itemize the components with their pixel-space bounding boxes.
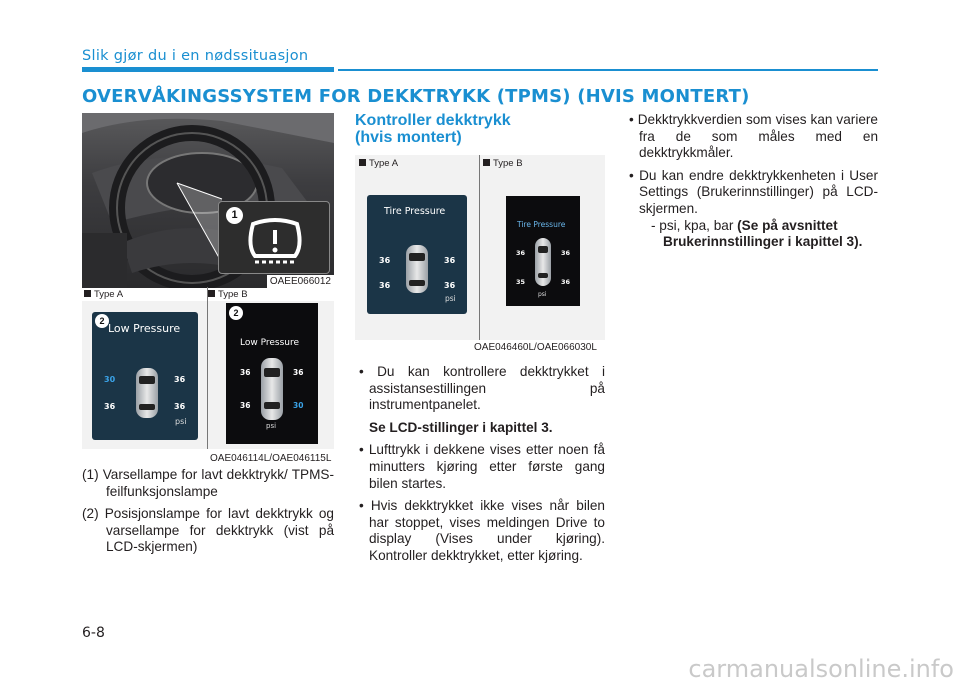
middle-bullet-1-text: Du kan kontrollere dekktrykket i assistansestillingen på instrumentpanelet. — [369, 364, 605, 413]
page-title: OVERVÅKINGSSYSTEM FOR DEKKTRYKK (TPMS) (HVIS MONTERT) — [82, 86, 750, 107]
fig2-type-a-label: Type A — [359, 158, 398, 169]
fig2-a-tire-fr: 36 — [444, 256, 456, 265]
middle-text-column — [355, 364, 605, 571]
page-number: 6-8 — [82, 625, 105, 641]
fig1-a-tire-rl: 36 — [104, 402, 116, 411]
right-bullet-1-text: Dekktrykkverdien som vises kan variere fra de som måles med en dekktrykkmåler. — [637, 112, 878, 161]
right-sub-plain: - psi, kpa, bar — [651, 217, 738, 233]
fig2-a-tire-rr: 36 — [444, 281, 456, 290]
fig1-a-unit: psi — [175, 417, 187, 426]
right-bullet-2: • Du kan endre dekktrykkenheten i User Settings (Brukerinnstillinger) på LCD-skjermen. — [629, 167, 878, 216]
header-rule-thin — [338, 69, 878, 71]
fig1-a-car — [136, 368, 158, 418]
right-sub-bold: (Se på avsnittet Brukerinnstillinger i kapittel 3). — [663, 217, 863, 250]
fig1-code: OAE046114L/OAE046115L — [210, 453, 332, 464]
fig1-a-tire-fr: 36 — [174, 375, 186, 384]
middle-note-1: Se LCD-stillinger i kapittel 3. — [369, 419, 553, 435]
fig2-a-unit: psi — [445, 294, 456, 303]
left-text-column — [82, 467, 334, 562]
header-rule-thick — [82, 67, 334, 72]
right-sub-item — [625, 218, 878, 251]
fig1-type-a-label: Type A — [84, 289, 123, 300]
fig2-type-b-label: Type B — [483, 158, 523, 169]
fig2-b-tire-fr: 36 — [561, 249, 571, 257]
fig1-b-tire-fr: 36 — [293, 368, 304, 377]
fig2-b-tire-rl: 35 — [516, 278, 526, 286]
callout-1: 1 — [226, 207, 243, 224]
fig1-b-tire-fl: 36 — [240, 368, 251, 377]
fig1-b-tire-rr: 30 — [293, 401, 304, 410]
fig1-divider — [207, 287, 208, 449]
fig2-b-unit: psi — [538, 291, 547, 298]
fig2-b-car — [535, 238, 551, 286]
section-header: Slik gjør du i en nødssituasjon — [82, 48, 309, 64]
middle-bullet-2: • Lufttrykk i dekkene vises etter noen få minutters kjøring etter første gang bilen startes. — [359, 442, 605, 491]
callout-2a: 2 — [95, 314, 109, 328]
dashboard-photo — [82, 113, 334, 288]
fig2-b-title: Tire Pressure — [517, 220, 566, 229]
item-1: (1) Varsellampe for lavt dekktrykk/ TPMS-feilfunksjonslampe — [82, 467, 334, 499]
item-2: (2) Posisjonslampe for lavt dekktrykk og varsellampe for dekktrykk (vist på LCD-skjermen) — [82, 506, 334, 555]
middle-bullet-2-text: Lufttrykk i dekkene vises etter noen få minutters kjøring etter første gang bilen startes. — [368, 442, 605, 491]
photo-code: OAEE066012 — [267, 275, 334, 288]
callout-2b: 2 — [229, 306, 243, 320]
right-text-column — [625, 112, 878, 257]
fig2-a-tire-rl: 36 — [379, 281, 391, 290]
fig2-a-title: Tire Pressure — [384, 206, 446, 217]
fig1-b-tire-rl: 36 — [240, 401, 251, 410]
fig2-code: OAE046460L/OAE066030L — [474, 342, 597, 353]
right-bullet-1: • Dekktrykkverdien som vises kan variere fra de som måles med en dekktrykkmåler. — [629, 112, 878, 161]
right-bullet-2-text: Du kan endre dekktrykkenheten i User Settings (Brukerinnstillinger) på LCD-skjermen. — [639, 167, 878, 216]
fig1-a-title: Low Pressure — [108, 322, 181, 335]
fig2-b-tire-rr: 36 — [561, 278, 571, 286]
fig1-b-car — [261, 358, 283, 420]
fig1-a-tire-fl: 30 — [104, 375, 116, 384]
fig2-a-tire-fl: 36 — [379, 256, 391, 265]
middle-bullet-3-text: Hvis dekktrykket ikke vises når bilen har stoppet, vises meldingen Drive to display (Vises under kjøring). Kontroller dekktrykket, etter kjøring. — [369, 498, 605, 563]
fig1-a-tire-rr: 36 — [174, 402, 186, 411]
middle-bullet-1: • Du kan kontrollere dekktrykket i assistansestillingen på instrumentpanelet. — [359, 364, 605, 413]
watermark: carmanualsonline.info — [688, 655, 954, 683]
fig1-b-unit: psi — [266, 422, 277, 430]
subhead-line-1: Kontroller dekktrykk — [355, 112, 511, 129]
fig1-type-b-label: Type B — [208, 289, 248, 300]
subhead-line-2: (hvis montert) — [355, 129, 462, 146]
fig2-a-car — [406, 245, 428, 293]
fig1-b-title: Low Pressure — [240, 338, 300, 348]
subhead — [355, 112, 511, 146]
fig2-divider — [479, 155, 480, 340]
fig2-b-tire-fl: 36 — [516, 249, 526, 257]
middle-bullet-3: • Hvis dekktrykket ikke vises når bilen har stoppet, vises meldingen Drive to display (Vises under kjøring). Kontroller dekktrykket, etter kjøring. — [359, 498, 605, 563]
